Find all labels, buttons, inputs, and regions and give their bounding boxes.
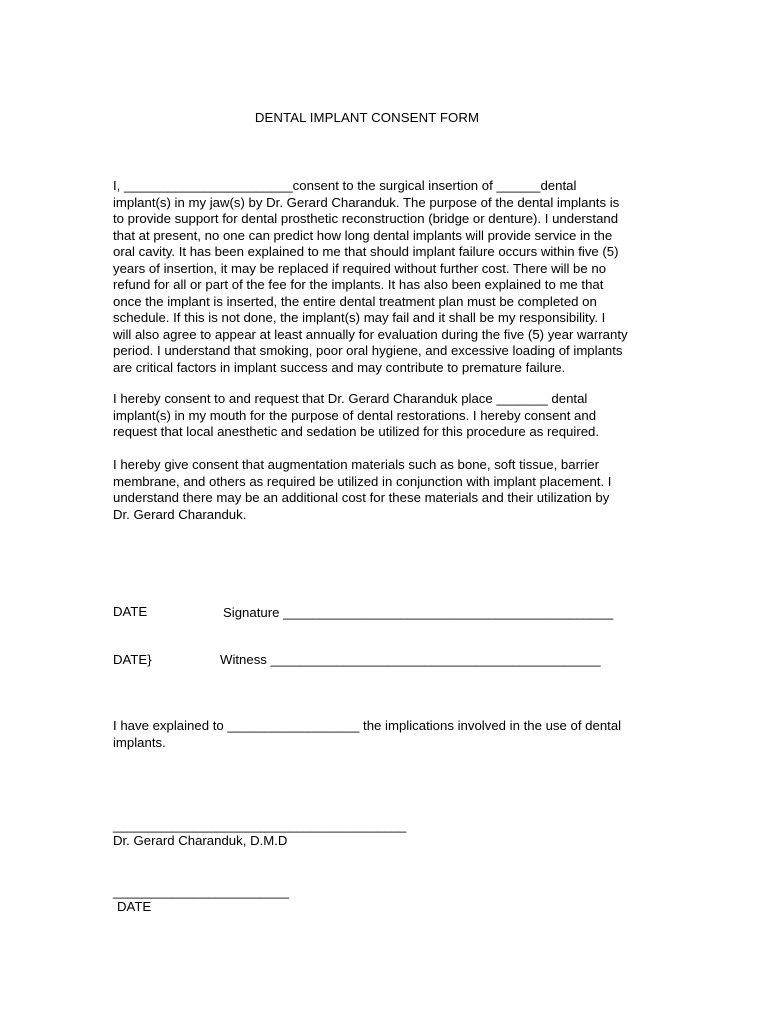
date-label: DATE — [113, 604, 148, 619]
date-label: DATE — [117, 899, 152, 914]
paragraph-line: to provide support for dental prosthetic reconstruction (bridge or denture). I understand — [113, 211, 619, 226]
paragraph-line: schedule. If this is not done, the implant(s) may fail and it shall be my responsibility. I — [113, 310, 606, 325]
paragraph-line: I have explained to __________________ the implications involved in the use of dental — [113, 718, 622, 733]
paragraph-line: Dr. Gerard Charanduk. — [113, 506, 247, 522]
date-label: DATE} — [113, 652, 152, 667]
consent-paragraph-1 — [113, 178, 658, 376]
signature-field: Signature _____________________________________________ — [223, 605, 614, 620]
paragraph-line: understand there may be an additional cost for these materials and their utilization by — [113, 490, 610, 505]
paragraph-line: oral cavity. It has been explained to me that should implant failure occurs within five (5) — [113, 244, 619, 259]
doctor-name: Dr. Gerard Charanduk, D.M.D — [113, 833, 288, 848]
paragraph-line: I, _______________________consent to the surgical insertion of ______dental — [113, 178, 577, 193]
consent-paragraph-2 — [113, 391, 658, 441]
paragraph-line: years of insertion, it may be replaced if required without further cost. There will be no — [113, 260, 607, 276]
paragraph-line: request that local anesthetic and sedation be utilized for this procedure as required. — [113, 424, 600, 439]
paragraph-line: refund for all or part of the fee for the implants. It has also been explained to me that — [113, 277, 604, 292]
date-signature-line: ________________________ — [113, 884, 290, 899]
paragraph-line: I hereby consent to and request that Dr. Gerard Charanduk place _______ dental — [113, 391, 588, 406]
paragraph-line: membrane, and others as required be utilized in conjunction with implant placement. I — [113, 473, 612, 489]
witness-field: Witness _____________________________________________ — [220, 652, 601, 667]
explanation-paragraph — [113, 718, 658, 751]
paragraph-line: once the implant is inserted, the entire dental treatment plan must be completed on — [113, 293, 597, 309]
paragraph-line: period. I understand that smoking, poor oral hygiene, and excessive loading of implants — [113, 343, 623, 358]
paragraph-line: I hereby give consent that augmentation materials such as bone, soft tissue, barrier — [113, 457, 600, 472]
form-title: DENTAL IMPLANT CONSENT FORM — [254, 110, 480, 125]
paragraph-line: that at present, no one can predict how long dental implants will provide service in the — [113, 227, 613, 243]
consent-paragraph-3 — [113, 457, 658, 523]
paragraph-line: are critical factors in implant success and may contribute to premature failure. — [113, 359, 566, 375]
paragraph-line: implants. — [113, 734, 166, 750]
paragraph-line: implant(s) in my mouth for the purpose of dental restorations. I hereby consent and — [113, 407, 597, 423]
paragraph-line: implant(s) in my jaw(s) by Dr. Gerard Charanduk. The purpose of the dental implants is — [113, 194, 620, 210]
paragraph-line: will also agree to appear at least annually for evaluation during the five (5) year warranty — [113, 326, 628, 342]
doctor-signature-line: ________________________________________ — [113, 818, 407, 833]
